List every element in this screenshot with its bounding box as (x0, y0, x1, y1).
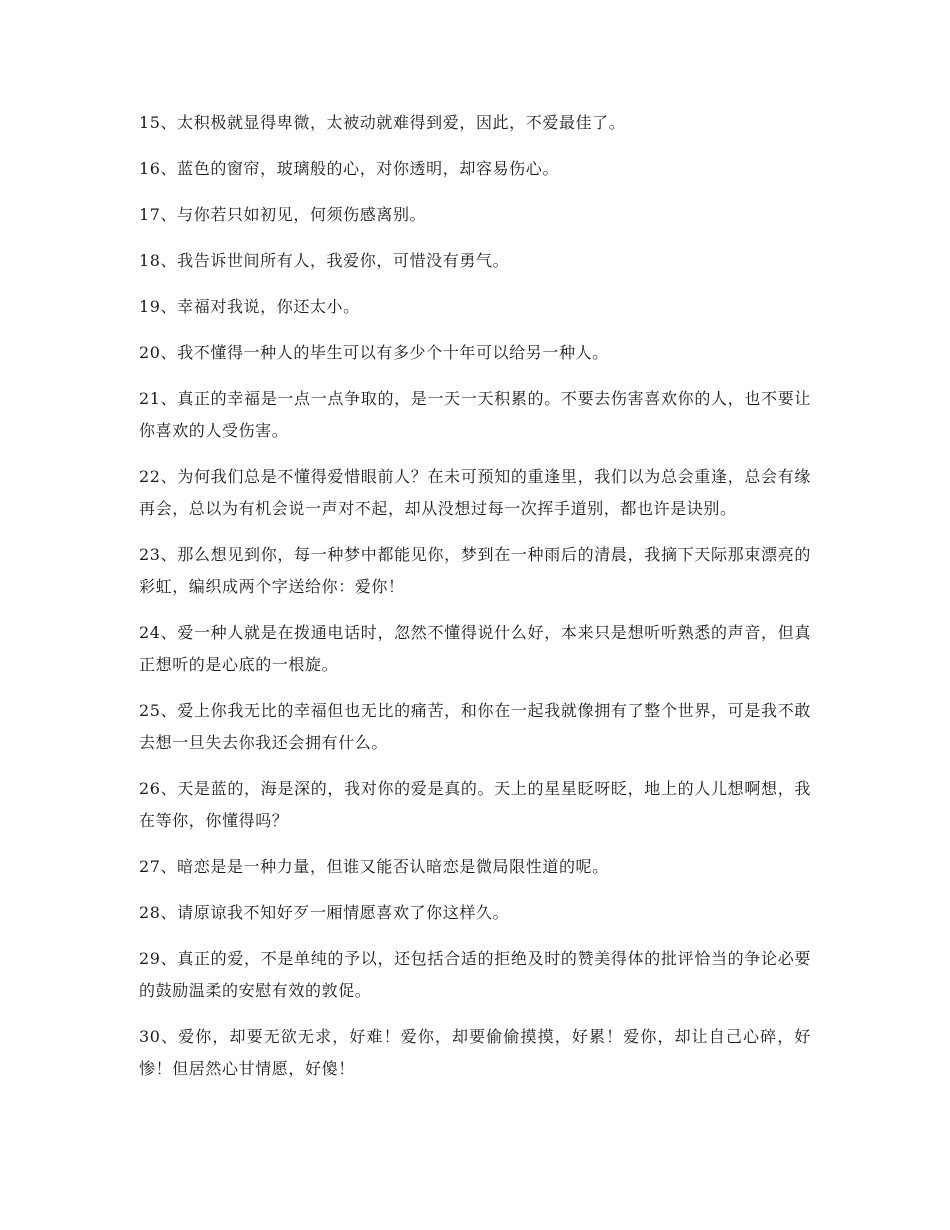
paragraph-15: 15、太积极就显得卑微，太被动就难得到爱，因此，不爱最佳了。 (139, 113, 626, 132)
paragraph-24: 24、爱一种人就是在拨通电话时，忽然不懂得说什么好，本来只是想听听熟悉的声音，但真正想听的是心底的一根旋。 (139, 623, 811, 674)
paragraph-17: 17、与你若只如初见，何须伤感离别。 (139, 205, 427, 224)
paragraph-20: 20、我不懂得一种人的毕生可以有多少个十年可以给另一种人。 (139, 343, 609, 362)
paragraph-27: 27、暗恋是是一种力量，但谁又能否认暗恋是微局限性道的呢。 (139, 857, 609, 876)
paragraph-19: 19、幸福对我说，你还太小。 (139, 297, 360, 316)
paragraph-26: 26、天是蓝的，海是深的，我对你的爱是真的。天上的星星眨呀眨，地上的人儿想啊想，我在等你，你懂得吗？ (139, 779, 811, 830)
paragraph-30: 30、爱你，却要无欲无求，好难！爱你，却要偷偷摸摸，好累！爱你，却让自己心碎，好惨！但居然心甘情愿，好傻！ (139, 1027, 811, 1078)
document-body (139, 107, 811, 1099)
paragraph-28: 28、请原谅我不知好歹一厢情愿喜欢了你这样久。 (139, 903, 510, 922)
paragraph-22: 22、为何我们总是不懂得爱惜眼前人？在未可预知的重逢里，我们以为总会重逢，总会有缘再会，总以为有机会说一声对不起，却从没想过每一次挥手道别，都也许是诀别。 (139, 467, 811, 518)
paragraph-18: 18、我告诉世间所有人，我爱你，可惜没有勇气。 (139, 251, 510, 270)
paragraph-23: 23、那么想见到你，每一种梦中都能见你，梦到在一种雨后的清晨，我摘下天际那束漂亮的彩虹，编织成两个字送给你：爱你！ (139, 545, 811, 596)
paragraph-16: 16、蓝色的窗帘，玻璃般的心，对你透明，却容易伤心。 (139, 159, 559, 178)
paragraph-29: 29、真正的爱，不是单纯的予以，还包括合适的拒绝及时的赞美得体的批评恰当的争论必要的鼓励温柔的安慰有效的敦促。 (139, 949, 811, 1000)
paragraph-25: 25、爱上你我无比的幸福但也无比的痛苦，和你在一起我就像拥有了整个世界，可是我不敢去想一旦失去你我还会拥有什么。 (139, 701, 811, 752)
paragraph-21: 21、真正的幸福是一点一点争取的，是一天一天积累的。不要去伤害喜欢你的人，也不要让你喜欢的人受伤害。 (139, 389, 811, 440)
